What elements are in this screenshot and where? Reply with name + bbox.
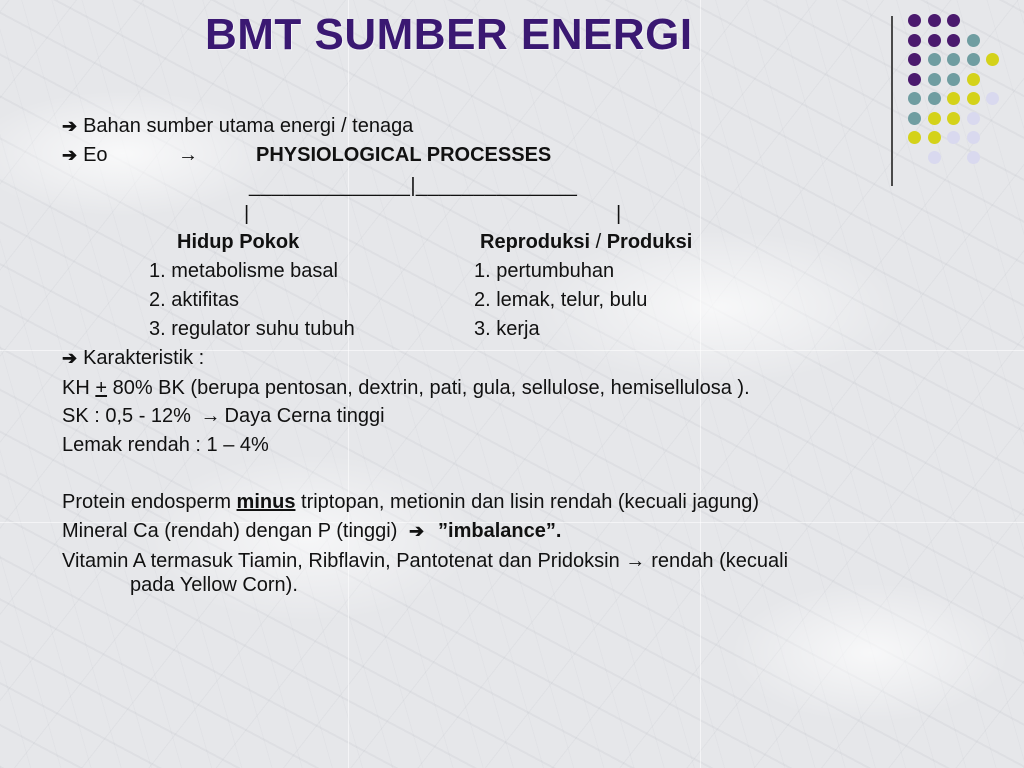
decorative-dot (908, 131, 921, 144)
tree-left-pipe: | (244, 203, 250, 225)
sk-line (62, 404, 385, 428)
decorative-dot (928, 34, 941, 47)
title-divider-line (891, 16, 893, 186)
arrow-right-icon: → (625, 550, 646, 572)
decorative-dot (967, 151, 980, 164)
decorative-dot (947, 53, 960, 66)
vitamin-text-b: rendah (kecuali (651, 550, 789, 572)
protein-line (62, 490, 759, 514)
tree-branch-line: ______________|______________ (249, 175, 578, 197)
vitamin-line (62, 549, 788, 573)
tree-right-pipe: | (616, 203, 622, 225)
eo-line (62, 143, 108, 167)
mineral-line (62, 519, 561, 543)
produksi-label: Produksi (606, 231, 693, 253)
arrow-right-icon: ➔ (62, 348, 78, 368)
heading-separator: / (590, 231, 607, 253)
sk-text: Daya Cerna tinggi (224, 405, 385, 427)
decorative-dot (908, 53, 921, 66)
decorative-dot (967, 73, 980, 86)
lemak-line: Lemak rendah : 1 – 4% (62, 434, 269, 456)
eo-label: Eo (83, 144, 108, 166)
decorative-dot (928, 14, 941, 27)
sk-prefix: SK : 0,5 - 12% (62, 405, 197, 427)
decorative-dot (908, 92, 921, 105)
decorative-dot (947, 73, 960, 86)
kh-prefix: KH (62, 377, 96, 399)
decorative-dot (928, 53, 941, 66)
kh-line (62, 376, 750, 400)
bahan-text: Bahan sumber utama energi / tenaga (83, 115, 414, 137)
decorative-dot (947, 112, 960, 125)
reproduksi-label: Reproduksi (480, 231, 591, 253)
arrow-right-icon: ➔ (408, 521, 425, 541)
decorative-dot (947, 14, 960, 27)
arrow-right-icon: ➔ (62, 116, 78, 136)
decorative-dot (928, 112, 941, 125)
list-item: 2. lemak, telur, bulu (474, 289, 648, 311)
karakteristik-line (62, 346, 204, 370)
decorative-dot (928, 131, 941, 144)
decorative-dot (967, 34, 980, 47)
decorative-dot (986, 92, 999, 105)
decorative-dot (947, 92, 960, 105)
kh-text: 80% BK (berupa pentosan, dextrin, pati, gula, sellulose, hemisellulosa ). (107, 377, 750, 399)
decorative-dot (908, 34, 921, 47)
arrow-right-icon: ➔ (62, 145, 78, 165)
vitamin-text: Vitamin A termasuk Tiamin, Ribflavin, Pantotenat dan Pridoksin (62, 550, 626, 572)
arrow-right-icon: → (200, 405, 221, 427)
decorative-dot (928, 73, 941, 86)
bahan-line (62, 114, 413, 138)
karakteristik-text: Karakteristik : (83, 347, 205, 369)
protein-text-c: triptopan, metionin dan lisin rendah (kecuali jagung) (295, 491, 760, 513)
arrow-right-icon: → (178, 144, 198, 166)
list-item: 3. regulator suhu tubuh (149, 318, 355, 340)
hidup-pokok-heading: Hidup Pokok (177, 231, 300, 253)
decorative-dot (908, 73, 921, 86)
decorative-dot (947, 131, 960, 144)
decorative-dot (947, 34, 960, 47)
decorative-dot (928, 151, 941, 164)
imbalance-text: ”imbalance”. (438, 520, 562, 542)
protein-minus: minus (236, 491, 296, 513)
list-item: 2. aktifitas (149, 289, 240, 311)
mineral-text: Mineral Ca (rendah) dengan P (tinggi) (62, 520, 403, 542)
decorative-dot (908, 112, 921, 125)
plus-minus-sign: + (95, 377, 108, 399)
physiological-heading: PHYSIOLOGICAL PROCESSES (256, 144, 552, 166)
decorative-dot (908, 14, 921, 27)
decorative-dot (928, 92, 941, 105)
decorative-dot (967, 131, 980, 144)
decorative-dot (967, 112, 980, 125)
list-item: 1. metabolisme basal (149, 260, 338, 282)
slide-title: BMT SUMBER ENERGI (205, 10, 693, 59)
decorative-dot (967, 92, 980, 105)
reproduksi-heading (480, 230, 692, 254)
protein-text-a: Protein endosperm (62, 491, 237, 513)
decorative-dot (986, 53, 999, 66)
list-item: 3. kerja (474, 318, 540, 340)
decorative-dot (967, 53, 980, 66)
vitamin-line-cont: pada Yellow Corn). (130, 574, 298, 596)
list-item: 1. pertumbuhan (474, 260, 615, 282)
